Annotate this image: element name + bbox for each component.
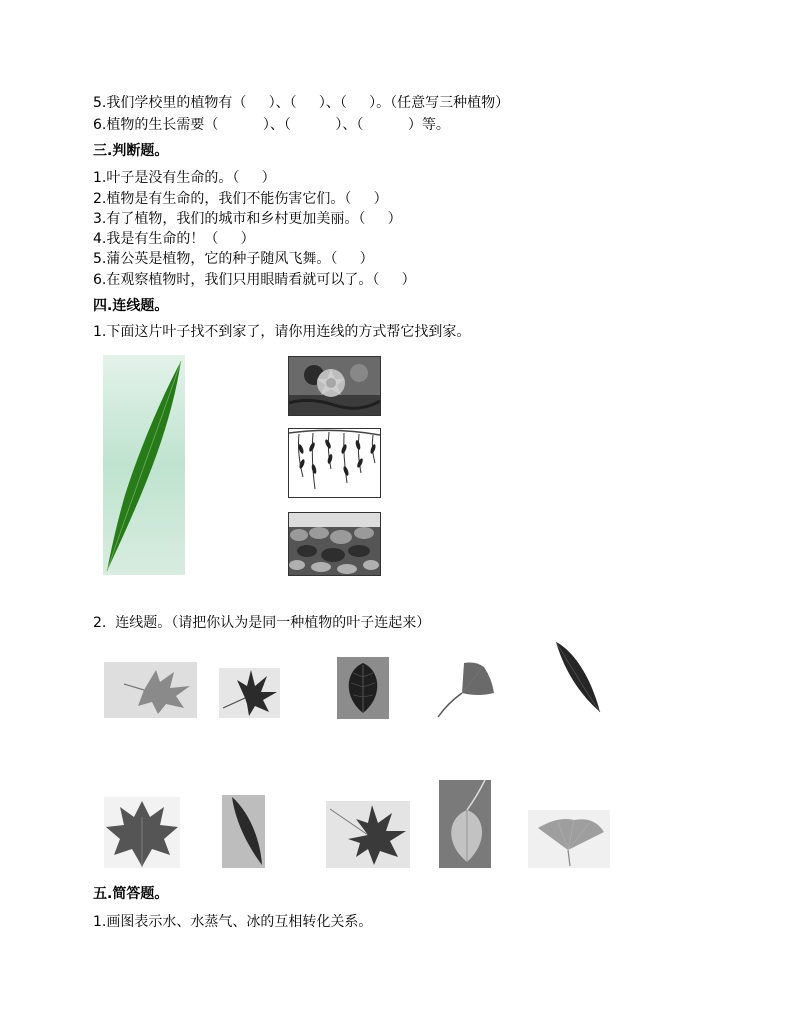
- long-dark-leaf-photo-1: [554, 640, 604, 714]
- judgment-item-1: 1.叶子是没有生命的。（ ）: [93, 170, 276, 186]
- maple-leaf-photo-2: [219, 668, 280, 718]
- willow-tree-photo: [288, 428, 381, 498]
- matching-heading: 四.连线题。: [93, 298, 169, 314]
- long-leaf-photo-2: [222, 795, 265, 868]
- maple-leaf-photo-4: [326, 801, 410, 868]
- willow-leaf-image: [103, 355, 185, 575]
- fill-blank-q5: 5.我们学校里的植物有（ ）、（ ）、（ ）。（任意写三种植物）: [93, 95, 510, 111]
- short-answer-heading: 五.简答题。: [93, 886, 169, 902]
- maple-leaf-photo-3: [104, 797, 180, 868]
- matching-q2: 2. 连线题。（请把你认为是同一种植物的叶子连起来）: [93, 615, 431, 631]
- judgment-item-6: 6.在观察植物时，我们只用眼睛看就可以了。（ ）: [93, 272, 416, 288]
- judgment-item-2: 2.植物是有生命的，我们不能伤害它们。（ ）: [93, 191, 388, 207]
- judgment-item-3: 3.有了植物，我们的城市和乡村更加美丽。（ ）: [93, 211, 402, 227]
- round-leaf-photo: [337, 657, 389, 719]
- judgment-heading: 三.判断题。: [93, 143, 169, 159]
- judgment-item-4: 4.我是有生命的！（ ）: [93, 231, 255, 247]
- flower-photo: [288, 356, 381, 416]
- ginkgo-leaf-photo-1: [434, 659, 497, 719]
- judgment-item-5: 5.蒲公英是植物，它的种子随风飞舞。（ ）: [93, 251, 374, 267]
- shrub-photo: [288, 512, 381, 576]
- maple-leaf-photo-1: [104, 662, 197, 718]
- ginkgo-leaf-photo-2: [528, 810, 610, 868]
- matching-q1: 1.下面这片叶子找不到家了，请你用连线的方式帮它找到家。: [93, 324, 471, 340]
- short-answer-q1: 1.画图表示水、水蒸气、冰的互相转化关系。: [93, 914, 373, 930]
- round-leaf-photo-2: [439, 780, 491, 868]
- fill-blank-q6: 6.植物的生长需要（ ）、（ ）、（ ）等。: [93, 117, 450, 133]
